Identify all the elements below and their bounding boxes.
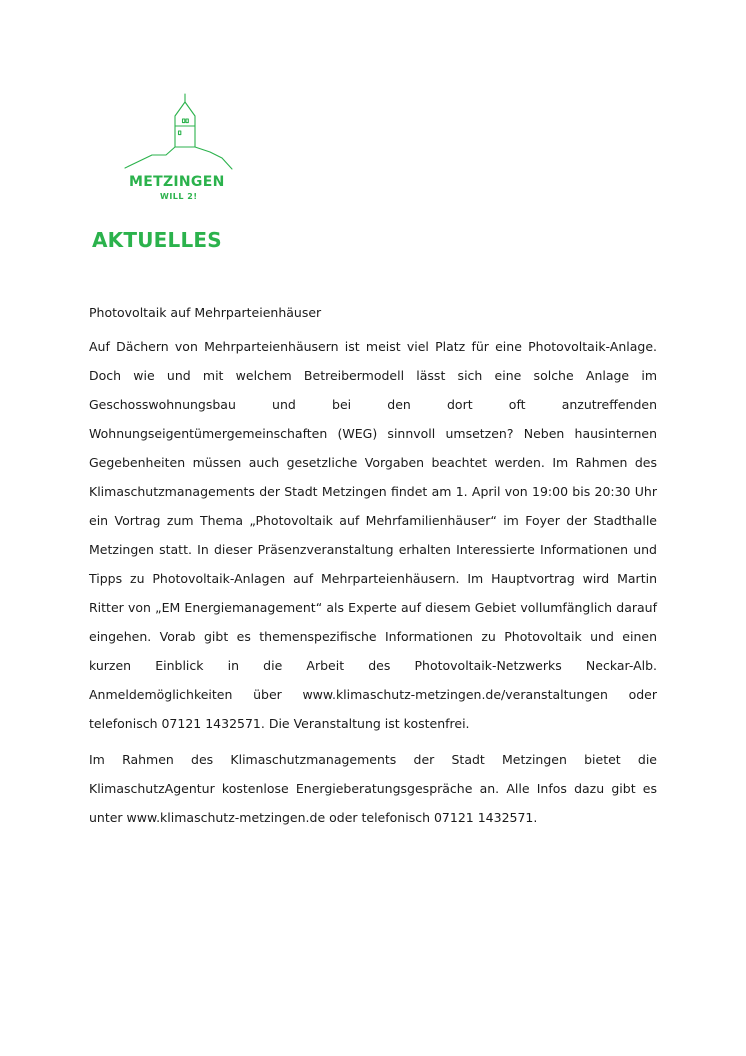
article-title: Photovoltaik auf Mehrparteienhäuser <box>89 305 322 320</box>
metzingen-logo <box>120 88 240 208</box>
article-paragraph: Im Rahmen des Klimaschutzmanagements der Stadt Metzingen bietet die KlimaschutzAgentur kostenlose Energieberatungsgespräche an. Alle Infos dazu gibt es unter www.klimaschutz-metzingen.de oder telefonisch 07121 1432571. <box>89 752 657 825</box>
logo-wordmark: METZINGEN <box>129 174 225 190</box>
town-house-icon <box>120 88 240 178</box>
article-paragraph: Auf Dächern von Mehrparteienhäusern ist meist viel Platz für eine Photovoltaik-Anlage. Doch wie und mit welchem Betreibermodell lässt sich eine solche Anlage im Geschosswohnungsbau und bei den dort oft anzutreffenden Wohnungseigentümergemeinschaften (WEG) sinnvoll umsetzen? Neben hausinternen Gegebenheiten müssen auch gesetzliche Vorgaben beachtet werden. Im Rahmen des Klimaschutzmanagements der Stadt Metzingen findet am 1. April von 19:00 bis 20:30 Uhr ein Vortrag zum Thema „Photovoltaik auf Mehrfamilienhäuser“ im Foyer der Stadthalle Metzingen statt. In dieser Präsenzveranstaltung erhalten Interessierte Informationen und Tipps zu Photovoltaik-Anlagen auf Mehrparteienhäusern. Im Hauptvortrag wird Martin Ritter von „EM Energiemanagement“ als Experte auf diesem Gebiet vollumfänglich darauf eingehen. Vorab gibt es themenspezifische Informationen zu Photovoltaik und einen kurzen Einblick in die Arbeit des Photovoltaik-Netzwerks Neckar-Alb. Anmeldemöglichkeiten über www.klimaschutz-metzingen.de/veranstaltungen oder telefonisch 07121 1432571. Die Veranstaltung ist kostenfrei. <box>89 339 657 731</box>
article <box>89 304 657 839</box>
section-heading: AKTUELLES <box>92 228 222 252</box>
logo-tagline: WILL 2! <box>160 192 198 201</box>
